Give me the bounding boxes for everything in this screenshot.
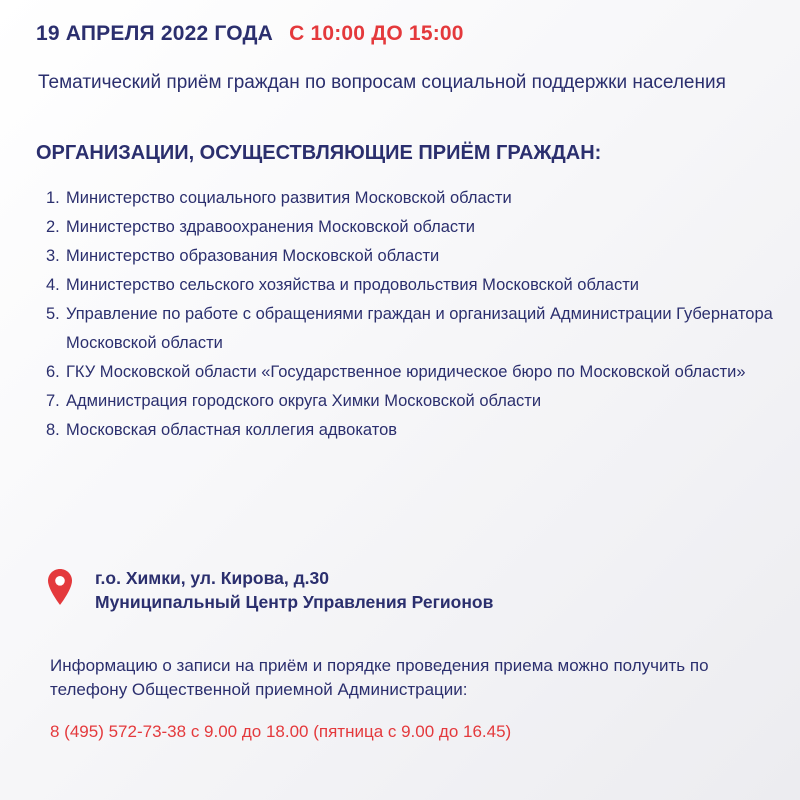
list-item-text: ГКУ Московской области «Государственное юридическое бюро по Московской области» — [66, 363, 746, 381]
list-item-number: 3. — [46, 247, 60, 265]
list-item — [46, 358, 776, 387]
event-date: 19 АПРЕЛЯ 2022 ГОДА — [36, 22, 274, 45]
list-item-text: Администрация городского округа Химки Московской области — [66, 392, 542, 410]
list-item-text: Министерство социального развития Московской области — [66, 189, 512, 207]
list-item-number: 8. — [46, 421, 60, 439]
date-time-header — [36, 22, 464, 46]
list-item-text: Министерство здравоохранения Московской области — [66, 218, 475, 236]
phone-schedule: 8 (495) 572-73-38 с 9.00 до 18.00 (пятница с 9.00 до 16.45) — [50, 722, 512, 741]
event-topic: Тематический приём граждан по вопросам социальной поддержки населения — [38, 72, 726, 93]
list-item — [46, 271, 776, 300]
address-block — [95, 566, 493, 614]
list-item-text: Управление по работе с обращениями граждан и организаций Администрации Губернатора Московской области — [66, 305, 773, 352]
list-item — [46, 213, 776, 242]
organizations-list — [46, 184, 776, 445]
organizations-heading: ОРГАНИЗАЦИИ, ОСУЩЕСТВЛЯЮЩИЕ ПРИЁМ ГРАЖДАН: — [36, 142, 602, 164]
list-item-number: 7. — [46, 392, 60, 410]
list-item-number: 6. — [46, 363, 60, 381]
list-item-text: Министерство сельского хозяйства и продовольствия Московской области — [66, 276, 640, 294]
list-item-number: 4. — [46, 276, 60, 294]
list-item-number: 1. — [46, 189, 60, 207]
address-line: г.о. Химки, ул. Кирова, д.30 — [95, 568, 330, 588]
list-item — [46, 184, 776, 213]
list-item — [46, 300, 776, 358]
list-item — [46, 242, 776, 271]
list-item-text: Московская областная коллегия адвокатов — [66, 421, 398, 439]
list-item-number: 2. — [46, 218, 60, 236]
list-item — [46, 387, 776, 416]
event-time: С 10:00 ДО 15:00 — [289, 22, 464, 45]
venue-name: Муниципальный Центр Управления Регионов — [95, 592, 494, 612]
list-item-text: Министерство образования Московской области — [66, 247, 440, 265]
list-item-number: 5. — [46, 305, 60, 323]
list-item — [46, 416, 776, 445]
info-text: Информацию о записи на приём и порядке проведения приема можно получить по телефону Общественной приемной Администрации: — [50, 656, 709, 699]
location-pin-icon — [47, 568, 73, 606]
